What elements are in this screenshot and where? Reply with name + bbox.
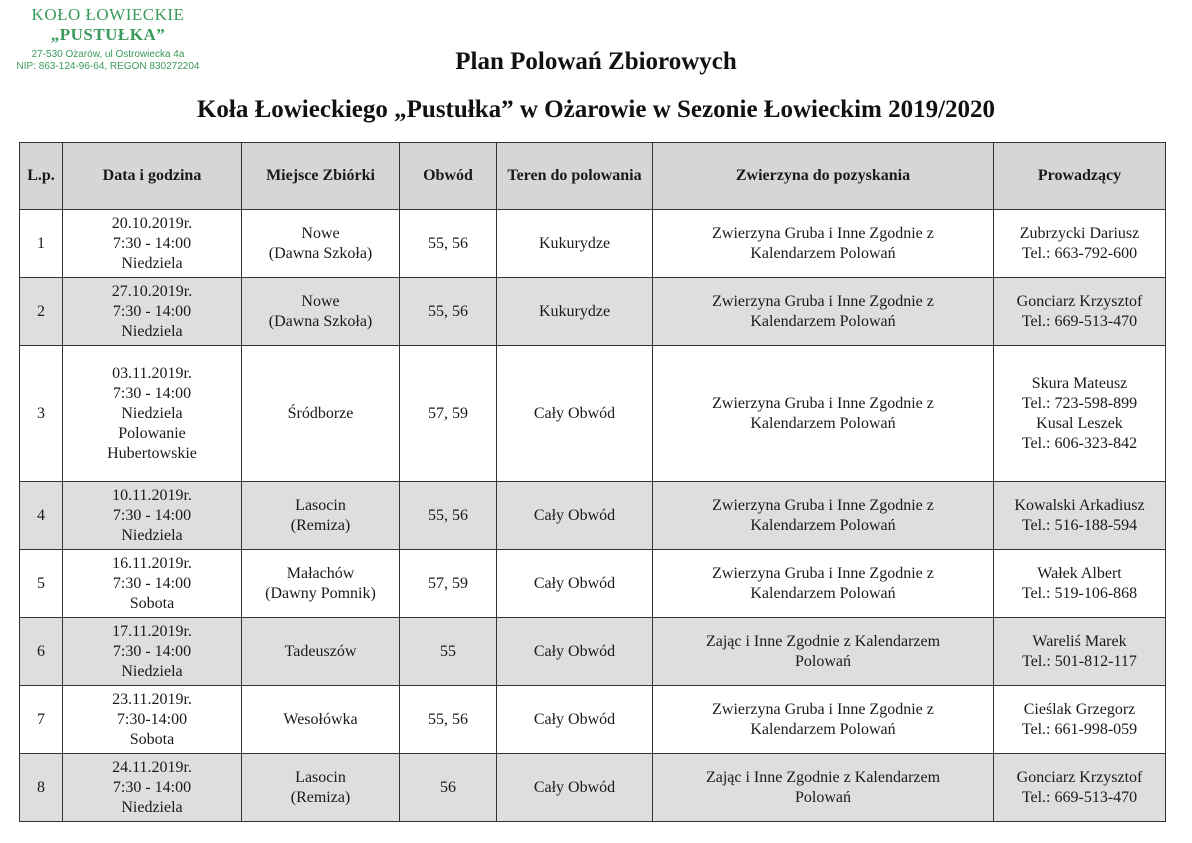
cell-place [242,550,400,618]
cell-date [63,686,242,754]
cell-place-line: (Dawna Szkoła) [268,244,373,262]
table-row [20,210,1166,278]
cell-date-line: 7:30 - 14:00 [112,506,192,524]
cell-date-line: 7:30 - 14:00 [112,778,192,796]
table-row [20,278,1166,346]
cell-date-line: 03.11.2019r. [112,364,192,382]
cell-game-line: Polowań [795,652,851,670]
cell-date-line: 10.11.2019r. [112,486,192,504]
cell-place-line: Śródborze [287,404,354,422]
cell-leader-line: Wareliś Marek [1032,632,1127,650]
cell-place-line: Lasocin [295,768,346,786]
cell-date-line: Niedziela [121,662,183,680]
cell-game-line: Kalendarzem Polowań [750,414,896,432]
cell-date [63,482,242,550]
cell-date-line: 27.10.2019r. [111,282,193,300]
header-place: Miejsce Zbiórki [242,143,400,210]
cell-area: Cały Obwód [497,686,653,754]
cell-leader-line: Tel.: 669-513-470 [1021,788,1138,806]
cell-place-line: (Dawny Pomnik) [265,584,376,602]
cell-leader [994,482,1166,550]
cell-place-line: Małachów [286,564,355,582]
cell-place-line: Nowe [301,224,340,242]
cell-place [242,210,400,278]
cell-date-line: 7:30 - 14:00 [112,384,192,402]
cell-date [63,346,242,482]
cell-game-line: Kalendarzem Polowań [750,584,896,602]
cell-date-line: 24.11.2019r. [112,758,192,776]
cell-district: 55, 56 [400,686,497,754]
cell-game-line: Zwierzyna Gruba i Inne Zgodnie z [712,292,934,310]
cell-place-line: (Dawna Szkoła) [268,312,373,330]
table-body [20,210,1166,822]
cell-leader [994,618,1166,686]
stamp-tax-ids: NIP: 863-124-96-64, REGON 830272204 [16,61,200,72]
cell-district: 55 [400,618,497,686]
cell-date [63,754,242,822]
cell-area: Cały Obwód [497,482,653,550]
cell-game [653,618,994,686]
cell-date-line: Niedziela [121,798,183,816]
cell-game [653,754,994,822]
cell-leader-line: Tel.: 723-598-899 [1021,394,1138,412]
cell-leader-line: Gonciarz Krzysztof [1016,768,1143,786]
cell-game [653,346,994,482]
cell-game-line: Zwierzyna Gruba i Inne Zgodnie z [712,394,934,412]
cell-place-line: Lasocin [295,496,346,514]
document-title: Plan Polowań Zbiorowych [455,48,737,75]
cell-leader [994,210,1166,278]
table-row [20,618,1166,686]
table-row [20,550,1166,618]
header-leader: Prowadzący [994,143,1166,210]
cell-game [653,278,994,346]
cell-date-line: 7:30 - 14:00 [112,302,192,320]
cell-area: Kukurydze [497,210,653,278]
cell-game [653,550,994,618]
cell-district: 55, 56 [400,482,497,550]
cell-leader-line: Tel.: 519-106-868 [1021,584,1138,602]
cell-district: 56 [400,754,497,822]
cell-district: 57, 59 [400,550,497,618]
cell-place-line: Wesołówka [283,710,358,728]
cell-leader [994,686,1166,754]
cell-leader [994,754,1166,822]
header-game: Zwierzyna do pozyskania [653,143,994,210]
cell-date-line: 7:30 - 14:00 [112,642,192,660]
cell-place [242,754,400,822]
cell-leader-line: Skura Mateusz [1031,374,1128,392]
cell-area: Cały Obwód [497,346,653,482]
cell-lp: 3 [20,346,63,482]
table-header-row [20,143,1166,210]
header-district: Obwód [400,143,497,210]
stamp-line-2: „PUSTUŁKA” [50,25,166,44]
header-area: Teren do polowania [497,143,653,210]
cell-area: Cały Obwód [497,754,653,822]
cell-date [63,210,242,278]
cell-game-line: Kalendarzem Polowań [750,720,896,738]
cell-leader-line: Tel.: 516-188-594 [1021,516,1138,534]
stamp-line-1: KOŁO ŁOWIECKIE [31,5,185,24]
cell-lp: 2 [20,278,63,346]
cell-leader-line: Wałek Albert [1037,564,1122,582]
cell-game-line: Zwierzyna Gruba i Inne Zgodnie z [712,700,934,718]
table-row [20,686,1166,754]
cell-lp: 6 [20,618,63,686]
cell-date-line: Hubertowskie [107,444,197,462]
cell-area: Kukurydze [497,278,653,346]
cell-date-line: 7:30 - 14:00 [112,234,192,252]
cell-date-line: 16.11.2019r. [112,554,192,572]
cell-date-line: 23.11.2019r. [112,690,192,708]
cell-date-line: 20.10.2019r. [111,214,193,232]
cell-place [242,482,400,550]
cell-place [242,618,400,686]
cell-leader [994,550,1166,618]
cell-district: 55, 56 [400,210,497,278]
cell-date [63,278,242,346]
cell-lp: 8 [20,754,63,822]
cell-area: Cały Obwód [497,550,653,618]
cell-leader-line: Gonciarz Krzysztof [1016,292,1143,310]
cell-date [63,618,242,686]
cell-leader-line: Tel.: 663-792-600 [1021,244,1138,262]
cell-game [653,686,994,754]
cell-date-line: Niedziela [121,526,183,544]
cell-date-line: Polowanie [118,424,186,442]
cell-district: 57, 59 [400,346,497,482]
cell-area: Cały Obwód [497,618,653,686]
cell-date [63,550,242,618]
cell-leader-line: Cieślak Grzegorz [1023,700,1136,718]
cell-lp: 7 [20,686,63,754]
cell-date-line: Niedziela [121,254,183,272]
cell-place [242,346,400,482]
cell-lp: 4 [20,482,63,550]
cell-lp: 1 [20,210,63,278]
hunt-schedule-table [19,142,1166,822]
cell-leader-line: Kowalski Arkadiusz [1014,496,1145,514]
cell-game-line: Zając i Inne Zgodnie z Kalendarzem [705,632,941,650]
cell-game-line: Zwierzyna Gruba i Inne Zgodnie z [712,496,934,514]
cell-date-line: Sobota [129,730,175,748]
cell-game-line: Polowań [795,788,851,806]
cell-leader-line: Kusal Leszek [1036,414,1123,432]
cell-date-line: 17.11.2019r. [112,622,192,640]
cell-date-line: 7:30 - 14:00 [112,574,192,592]
cell-leader-line: Tel.: 606-323-842 [1021,434,1138,452]
cell-place-line: (Remiza) [290,788,351,806]
cell-game-line: Zwierzyna Gruba i Inne Zgodnie z [712,224,934,242]
cell-place-line: Tadeuszów [284,642,357,660]
cell-game-line: Kalendarzem Polowań [750,244,896,262]
cell-game [653,210,994,278]
header-lp: L.p. [20,143,63,210]
cell-game-line: Zając i Inne Zgodnie z Kalendarzem [705,768,941,786]
table-row [20,482,1166,550]
cell-game-line: Kalendarzem Polowań [750,312,896,330]
cell-leader [994,346,1166,482]
cell-leader-line: Tel.: 669-513-470 [1021,312,1138,330]
cell-date-line: Niedziela [121,322,183,340]
cell-place [242,686,400,754]
cell-date-line: Niedziela [121,404,183,422]
cell-place-line: (Remiza) [290,516,351,534]
cell-district: 55, 56 [400,278,497,346]
header-date: Data i godzina [63,143,242,210]
cell-leader-line: Tel.: 661-998-059 [1021,720,1138,738]
cell-game-line: Zwierzyna Gruba i Inne Zgodnie z [712,564,934,582]
cell-leader-line: Zubrzycki Dariusz [1019,224,1140,242]
cell-leader [994,278,1166,346]
cell-place [242,278,400,346]
cell-lp: 5 [20,550,63,618]
stamp-address: 27-530 Ożarów, ul Ostrowiecka 4a [31,49,185,60]
cell-place-line: Nowe [301,292,340,310]
cell-game-line: Kalendarzem Polowań [750,516,896,534]
cell-date-line: Sobota [129,594,175,612]
cell-date-line: 7:30-14:00 [116,710,188,728]
table-row [20,754,1166,822]
cell-game [653,482,994,550]
cell-leader-line: Tel.: 501-812-117 [1022,652,1137,670]
table-row [20,346,1166,482]
document-subtitle: Koła Łowieckiego „Pustułka” w Ożarowie w Sezonie Łowieckim 2019/2020 [196,96,996,123]
